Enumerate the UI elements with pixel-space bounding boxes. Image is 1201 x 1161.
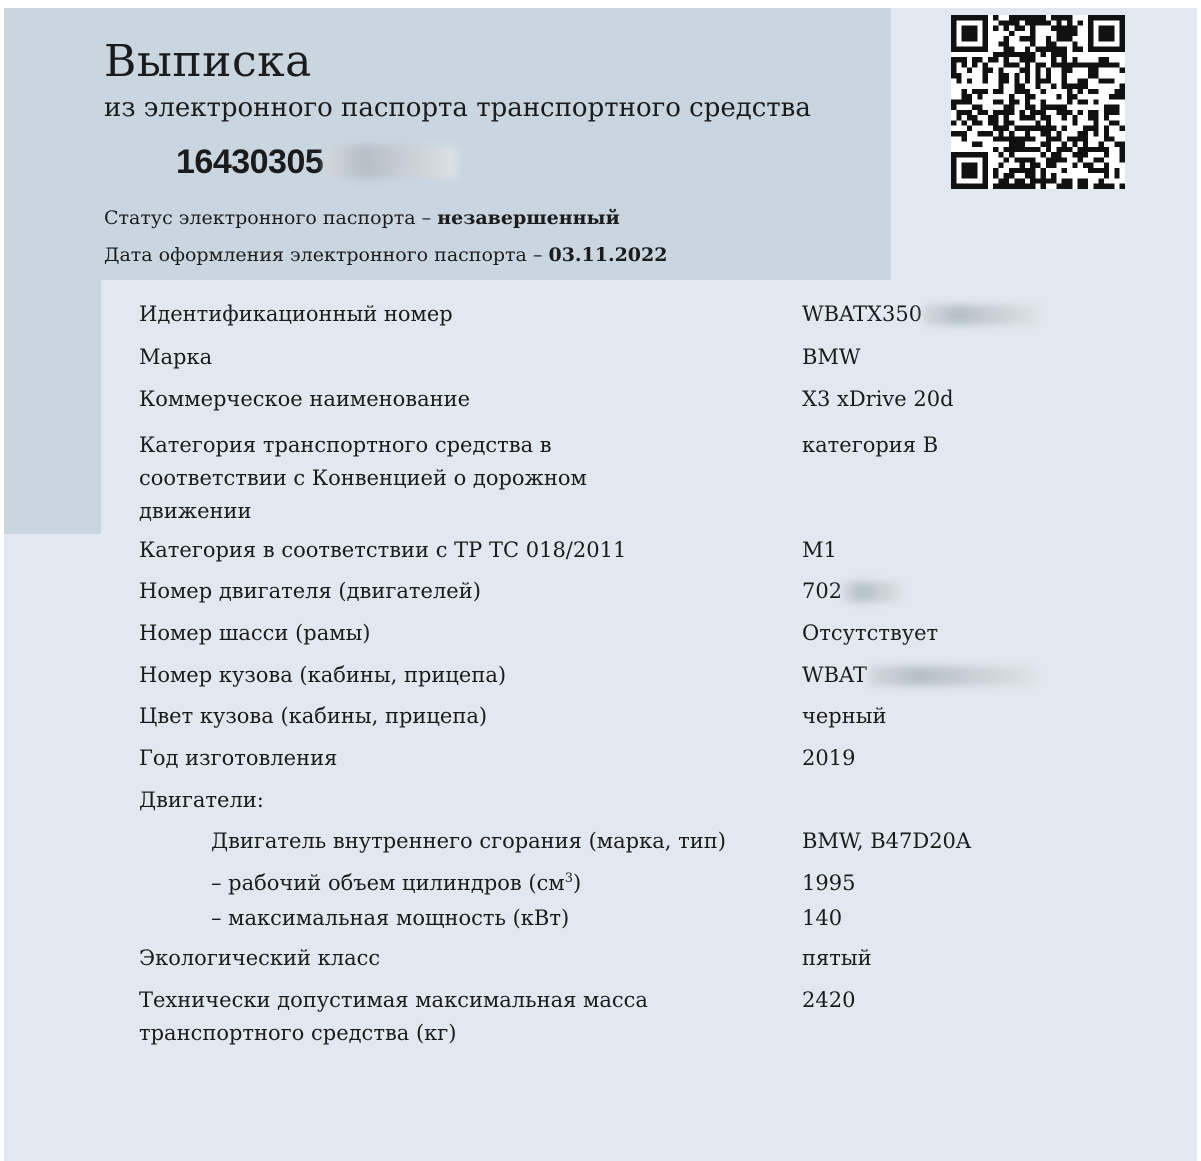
row-value: пятый xyxy=(802,946,872,970)
redacted-blur xyxy=(923,305,1039,325)
row-value xyxy=(802,298,1039,331)
row-label: Категория транспортного средства в соответствии с Конвенцией о дорожном движении xyxy=(139,433,587,523)
row-label: Номер кузова (кабины, прицепа) xyxy=(139,663,507,687)
status-value: незавершенный xyxy=(437,207,620,229)
row-label xyxy=(211,867,771,900)
row-value-text: WBAT xyxy=(802,663,868,687)
document-subtitle: из электронного паспорта транспортного средства xyxy=(104,93,811,123)
redacted-blur xyxy=(325,145,457,179)
row-label: Двигатели: xyxy=(139,788,264,812)
row-label: Экологический класс xyxy=(139,946,381,970)
row-value-text: WBATX350 xyxy=(802,302,923,326)
row-label-text: – рабочий объем цилиндров (см xyxy=(211,871,565,895)
document-title: Выписка xyxy=(104,36,312,87)
row-value: BMW, B47D20A xyxy=(802,829,972,853)
row-label: Идентификационный номер xyxy=(139,302,453,326)
row-label: Коммерческое наименование xyxy=(139,387,471,411)
row-label: Номер двигателя (двигателей) xyxy=(139,579,481,603)
passport-date xyxy=(104,242,667,268)
row-value: 140 xyxy=(802,906,843,930)
date-value: 03.11.2022 xyxy=(548,244,668,266)
row-value: 2019 xyxy=(802,746,856,770)
row-value xyxy=(802,659,1036,692)
left-accent-strip xyxy=(4,280,101,534)
row-label-tail: ) xyxy=(572,871,582,895)
row-label: Технически допустимая максимальная масса транспортного средства (кг) xyxy=(139,988,648,1045)
row-label: Категория в соответствии с ТР ТС 018/2011 xyxy=(139,538,627,562)
row-value: 2420 xyxy=(802,988,856,1012)
qr-code-icon xyxy=(950,15,1126,189)
row-label: Год изготовления xyxy=(139,746,338,770)
row-label: Двигатель внутреннего сгорания (марка, тип) xyxy=(211,829,726,853)
row-label: – максимальная мощность (кВт) xyxy=(211,906,570,930)
row-label: Цвет кузова (кабины, прицепа) xyxy=(139,704,488,728)
row-label: Марка xyxy=(139,345,213,369)
row-value: X3 xDrive 20d xyxy=(802,387,954,411)
row-value: M1 xyxy=(802,538,837,562)
passport-number xyxy=(176,140,457,184)
superscript: 3 xyxy=(564,871,573,886)
row-value-text: 702 xyxy=(802,579,843,603)
passport-number-text: 16430305 xyxy=(176,143,324,181)
row-label: Номер шасси (рамы) xyxy=(139,621,371,645)
redacted-blur xyxy=(868,666,1036,686)
row-value: BMW xyxy=(802,345,861,369)
status-label: Статус электронного паспорта – xyxy=(104,207,438,229)
date-label: Дата оформления электронного паспорта – xyxy=(104,244,549,266)
row-value xyxy=(802,575,903,608)
row-value: категория В xyxy=(802,433,939,457)
left-bottom-background xyxy=(4,534,101,1161)
passport-status xyxy=(104,205,620,231)
redacted-blur xyxy=(843,582,903,602)
row-value: 1995 xyxy=(802,871,856,895)
row-value: Отсутствует xyxy=(802,621,939,645)
row-value: черный xyxy=(802,704,887,728)
